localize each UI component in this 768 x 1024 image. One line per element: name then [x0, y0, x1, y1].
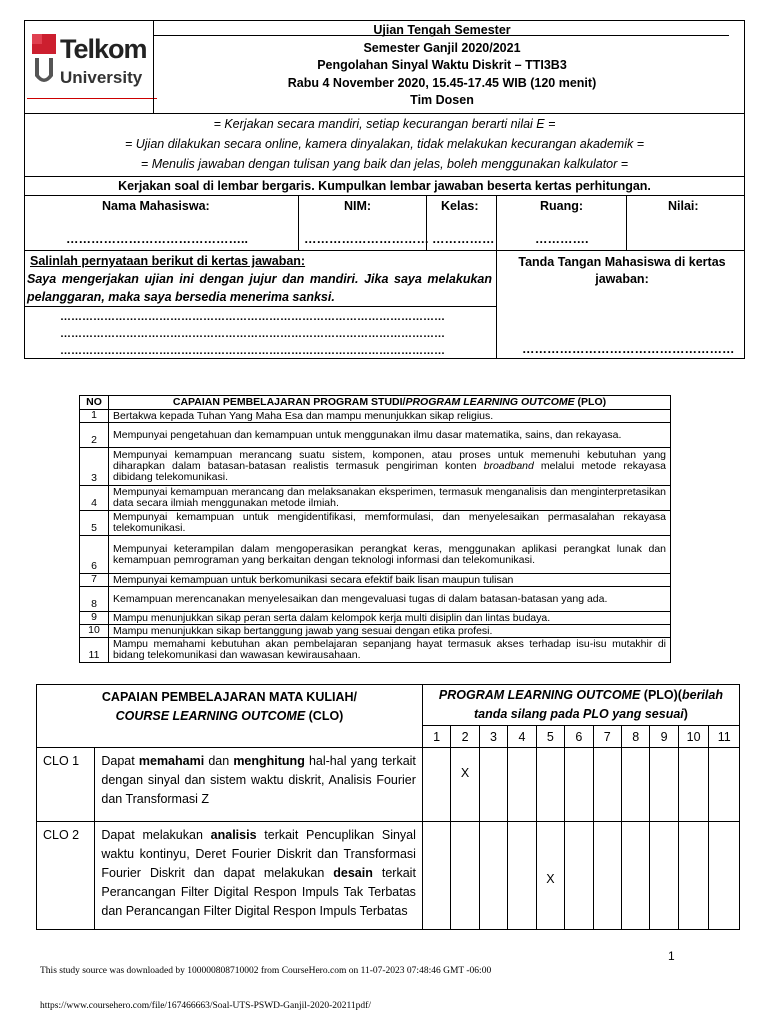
- plo-row: [80, 486, 671, 511]
- plo-check-cell[interactable]: [593, 748, 621, 822]
- plo-row-no: 2: [80, 423, 109, 448]
- plo-row-text: Kemampuan merencanakan menyelesaikan dan mengevaluasi tugas di dalam batasan-batasan yang ada.: [109, 587, 671, 612]
- plo-check-cell[interactable]: [621, 822, 649, 930]
- plo-check-cell[interactable]: [422, 748, 450, 822]
- plo-row-no: 6: [80, 536, 109, 574]
- statement-text: Saya mengerjakan ujian ini dengan jujur dan mandiri. Jika saya melakukan pelanggaran, maka saya bersedia menerima sanksi.: [27, 272, 492, 304]
- plo-row-no: 7: [80, 574, 109, 587]
- divider: [298, 195, 299, 250]
- plo-check-cell[interactable]: [678, 822, 709, 930]
- plo-row: [80, 511, 671, 536]
- clo-desc-part: terkait Pencuplikan Sinyal waktu kontinyu, Deret Fourier Diskrit dan Transformasi Fourier Diskrit dan dapat melakukan: [101, 828, 416, 880]
- logo-text-university: University: [60, 68, 143, 87]
- plo-row-no: 1: [80, 410, 109, 423]
- exam-title-block: [157, 22, 727, 110]
- plo-row-text-part: melalui metode rekayasa dibidang telekomunikasi.: [113, 460, 666, 483]
- logo-text-telkom: Telkom: [60, 34, 147, 64]
- clo-header: [37, 685, 423, 748]
- divider: [24, 250, 745, 251]
- plo-check-cell[interactable]: [508, 748, 536, 822]
- plo-row-no: 4: [80, 486, 109, 511]
- clo-desc-part: dan: [204, 754, 234, 768]
- plo-row-text: Bertakwa kepada Tuhan Yang Maha Esa dan mampu menunjukkan sikap religius.: [109, 410, 671, 423]
- plo-check-head-hint: berilah tanda silang pada PLO yang sesuai: [473, 688, 723, 721]
- plo-row: [80, 612, 671, 625]
- signature-heading: Tanda Tangan Mahasiswa di kertas jawaban:: [518, 255, 726, 286]
- telkom-university-logo: [30, 32, 147, 98]
- rule-line: = Ujian dilakukan secara online, kamera dinyalakan, tidak melakukan kecurangan akademik =: [124, 137, 645, 151]
- plo-row-no: 8: [80, 587, 109, 612]
- plo-check-cell[interactable]: [508, 822, 536, 930]
- plo-number: 8: [621, 726, 649, 748]
- plo-check-cell[interactable]: [650, 748, 678, 822]
- plo-check-cell[interactable]: X: [451, 748, 479, 822]
- source-url-footer[interactable]: https://www.coursehero.com/file/167466663/Soal-UTS-PSWD-Ganjil-2020-20211pdf/: [40, 1001, 371, 1011]
- plo-row-text: Mampu menunjukkan sikap bertanggung jawab yang sesuai dengan etika profesi.: [109, 625, 671, 638]
- plo-row-no: 10: [80, 625, 109, 638]
- nilai-label: Nilai:: [668, 199, 699, 213]
- logo-underline: [27, 98, 157, 113]
- plo-number: 1: [422, 726, 450, 748]
- kelas-label: Kelas:: [441, 199, 479, 213]
- clo-desc-part: hal-hal yang terkait dengan sinyal dan sistem waktu diskrit, Analisis Fourier dan Transformasi Z: [101, 754, 416, 806]
- exam-team: Tim Dosen: [410, 93, 474, 107]
- plo-row-no: 3: [80, 448, 109, 486]
- plo-col-no: NO: [80, 396, 109, 410]
- nama-label: Nama Mahasiswa:: [102, 199, 210, 213]
- plo-head-italic: PROGRAM LEARNING OUTCOME: [405, 396, 575, 408]
- plo-table: [79, 395, 671, 663]
- exam-course: Pengolahan Sinyal Waktu Diskrit – TTI3B3: [317, 58, 567, 72]
- statement-line[interactable]: ……………………………………………………………………………………………: [60, 311, 445, 323]
- plo-row-no: 9: [80, 612, 109, 625]
- plo-number: 5: [536, 726, 564, 748]
- divider: [153, 20, 154, 113]
- nim-field[interactable]: …………………………: [304, 232, 429, 246]
- exam-instruction: Kerjakan soal di lembar bergaris. Kumpulkan lembar jawaban beserta kertas perhitungan.: [118, 179, 651, 193]
- divider: [24, 306, 496, 307]
- plo-check-head-text: (PLO)(: [640, 688, 682, 702]
- clo-desc-bold: memahami: [138, 754, 205, 768]
- clo-header-row: [37, 685, 740, 726]
- clo-head-suffix: (CLO): [305, 709, 344, 723]
- clo-desc-bold: desain: [333, 866, 373, 880]
- plo-number: 4: [508, 726, 536, 748]
- divider: [496, 195, 497, 250]
- plo-number: 9: [650, 726, 678, 748]
- clo-row: [37, 822, 740, 930]
- plo-row: [80, 448, 671, 486]
- plo-row-text: Mempunyai kemampuan untuk berkomunikasi secara efektif baik lisan maupun tulisan: [109, 574, 671, 587]
- plo-row: [80, 638, 671, 663]
- clo-description: [95, 748, 423, 822]
- plo-row: [80, 574, 671, 587]
- plo-row: [80, 410, 671, 423]
- exam-rules: [24, 114, 745, 174]
- plo-row-text: Mempunyai keterampilan dalam mengoperasikan perangkat keras, menggunakan aplikasi perangkat lunak dan kemampuan pemrograman yang berkaitan dengan teknologi informasi dan telekomunikasi.: [109, 536, 671, 574]
- ruang-label: Ruang:: [540, 199, 584, 213]
- clo-id: CLO 2: [37, 822, 95, 930]
- clo-head-line1: CAPAIAN PEMBELAJARAN MATA KULIAH/: [101, 690, 357, 704]
- plo-number: 11: [709, 726, 740, 748]
- divider: [626, 195, 627, 250]
- plo-row-text: [109, 448, 671, 486]
- plo-head-suffix: (PLO): [574, 396, 607, 408]
- exam-semester: Semester Ganjil 2020/2021: [363, 40, 521, 55]
- page-number: 1: [668, 949, 675, 963]
- telkom-logo-icon: [32, 34, 56, 90]
- kelas-field[interactable]: ……………: [432, 232, 495, 246]
- plo-check-cell[interactable]: [565, 748, 593, 822]
- plo-row-text-part: Mempunyai kemampuan merancang suatu sistem, komponen, atau proses untuk memenuhi kebutuhan yang diharapkan dalam batasan-batasan realistis termasuk pengiriman konten: [113, 449, 666, 472]
- divider: [24, 176, 745, 177]
- plo-check-cell[interactable]: [593, 822, 621, 930]
- plo-row-text: Mempunyai kemampuan untuk mengidentifikasi, memformulasi, dan menyelesaikan permasalahan rekayasa telekomunikasi.: [109, 511, 671, 536]
- ruang-field[interactable]: ………….: [535, 232, 589, 246]
- plo-check-cell[interactable]: [536, 748, 564, 822]
- plo-row-text-italic: broadband: [483, 460, 534, 472]
- clo-desc-part: terkait Perancangan Filter Digital Respon Impuls Tak Terbatas dan Perancangan Filter Digital Respon Impuls Terbatas: [101, 866, 416, 918]
- clo-row: [37, 748, 740, 822]
- plo-number: 10: [678, 726, 709, 748]
- nama-field[interactable]: ……………………………………..: [66, 232, 248, 246]
- clo-id: CLO 1: [37, 748, 95, 822]
- plo-row: [80, 625, 671, 638]
- plo-number: 3: [479, 726, 507, 748]
- nim-label: NIM:: [344, 199, 372, 213]
- signature-field[interactable]: ……………………………………………: [522, 342, 735, 356]
- plo-check-head-close: ): [683, 707, 688, 721]
- plo-col-desc: [109, 396, 671, 410]
- plo-check-header: [422, 685, 739, 726]
- plo-row-text: Mempunyai pengetahuan dan kemampuan untuk menggunakan ilmu dasar matematika, sains, dan rekayasa.: [109, 423, 671, 448]
- statement-line[interactable]: ……………………………………………………………………………………………: [60, 345, 445, 357]
- plo-number: 6: [565, 726, 593, 748]
- plo-check-cell[interactable]: [621, 748, 649, 822]
- clo-desc-part: Dapat: [101, 754, 139, 768]
- divider: [24, 195, 745, 196]
- plo-number: 7: [593, 726, 621, 748]
- divider: [496, 250, 497, 359]
- plo-check-cell[interactable]: X: [536, 822, 564, 930]
- plo-row-no: 5: [80, 511, 109, 536]
- plo-row-text: Mampu menunjukkan sikap peran serta dalam kelompok kerja multi disiplin dan lintas budaya.: [109, 612, 671, 625]
- plo-row: [80, 423, 671, 448]
- rule-line: = Kerjakan secara mandiri, setiap kecurangan berarti nilai E =: [213, 117, 556, 131]
- plo-row-text: Mempunyai kemampuan merancang dan melaksanakan eksperimen, termasuk menganalisis dan menginterpretasikan data secara ilmiah menggunakan metode ilmiah.: [109, 486, 671, 511]
- plo-number: 2: [451, 726, 479, 748]
- rule-line: = Menulis jawaban dengan tulisan yang baik dan jelas, boleh menggunakan kalkulator =: [140, 157, 629, 171]
- clo-desc-bold: analisis: [210, 828, 257, 842]
- plo-check-cell[interactable]: [479, 822, 507, 930]
- plo-check-cell[interactable]: [422, 822, 450, 930]
- clo-head-italic: COURSE LEARNING OUTCOME: [115, 709, 306, 723]
- plo-check-cell[interactable]: [709, 822, 740, 930]
- plo-check-cell[interactable]: [451, 822, 479, 930]
- exam-datetime: Rabu 4 November 2020, 15.45-17.45 WIB (120 menit): [287, 75, 597, 90]
- source-footer: This study source was downloaded by 100000808710002 from CourseHero.com on 11-07-2023 07:48:46 GMT -06:00: [40, 966, 492, 976]
- plo-check-cell[interactable]: [709, 748, 740, 822]
- plo-row-text: Mampu memahami kebutuhan akan pembelajaran sepanjang hayat termasuk akses terhadap isu-isu mutakhir di bidang telekomunikasi dan wawasan kewirausahaan.: [109, 638, 671, 663]
- plo-table-header: [80, 396, 671, 410]
- plo-check-cell[interactable]: [678, 748, 709, 822]
- statement-line[interactable]: ……………………………………………………………………………………………: [60, 328, 445, 340]
- plo-head-text: CAPAIAN PEMBELAJARAN PROGRAM STUDI/: [172, 396, 406, 408]
- statement-heading: Salinlah pernyataan berikut di kertas jawaban:: [30, 254, 306, 268]
- plo-check-cell[interactable]: [565, 822, 593, 930]
- plo-row: [80, 536, 671, 574]
- plo-check-cell[interactable]: [479, 748, 507, 822]
- clo-head-line2: [38, 707, 421, 726]
- plo-row: [80, 587, 671, 612]
- clo-desc-part: Dapat melakukan: [101, 828, 211, 842]
- plo-row-no: 11: [80, 638, 109, 663]
- clo-desc-bold: menghitung: [233, 754, 305, 768]
- exam-title: Ujian Tengah Semester: [373, 23, 511, 37]
- clo-description: [95, 822, 423, 930]
- clo-table: [36, 684, 740, 930]
- plo-check-head-italic: PROGRAM LEARNING OUTCOME: [438, 688, 641, 702]
- plo-check-cell[interactable]: [650, 822, 678, 930]
